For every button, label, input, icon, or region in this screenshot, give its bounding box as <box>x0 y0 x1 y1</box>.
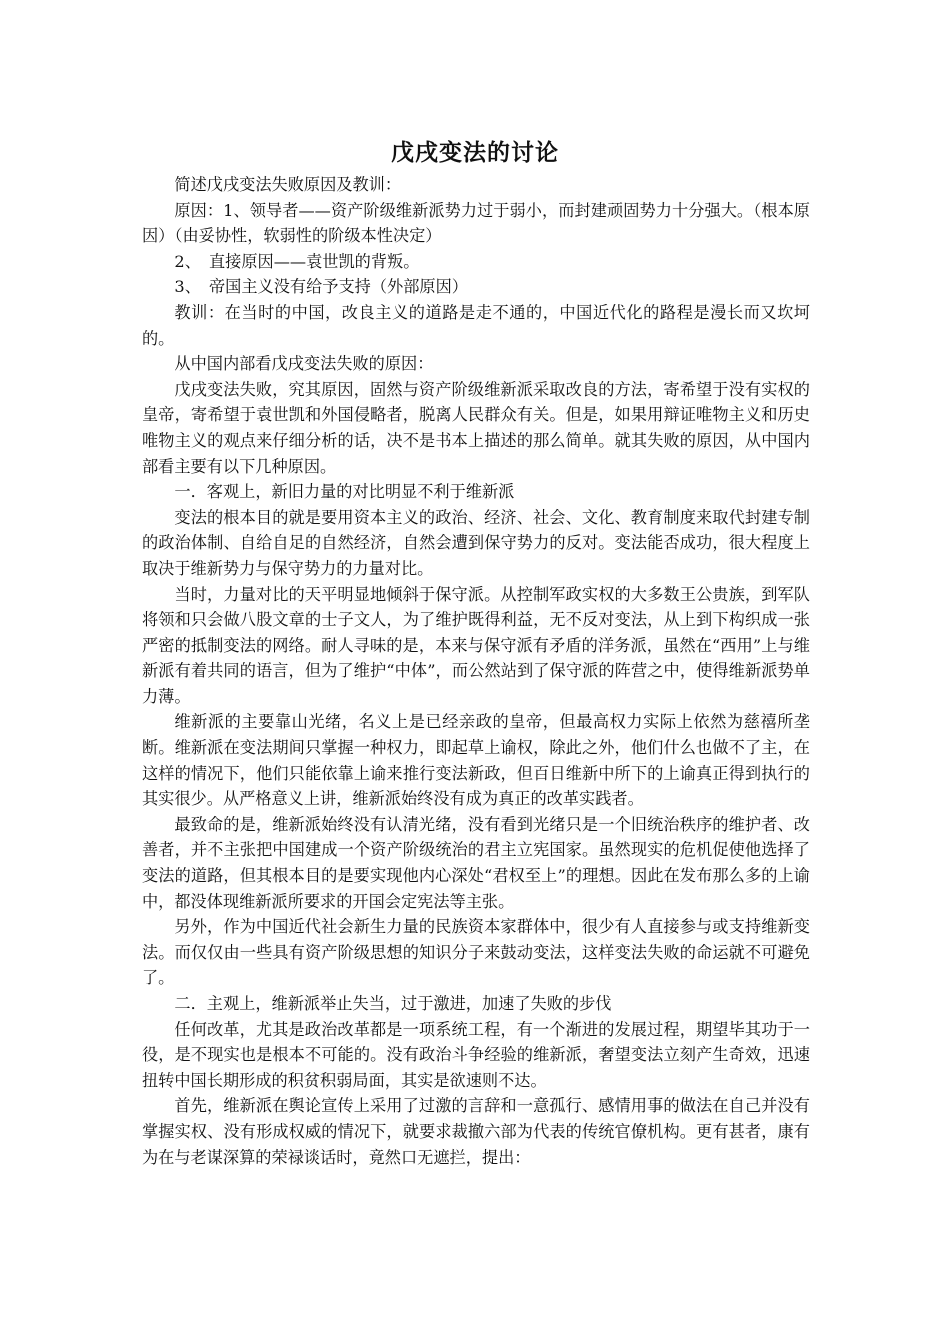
paragraph: 2、 直接原因——袁世凯的背叛。 <box>174 251 420 271</box>
paragraph: 教训：在当时的中国，改良主义的道路是走不通的，中国近代化的路程是漫长而又坎坷的。 <box>142 302 810 348</box>
paragraph: 另外，作为中国近代社会新生力量的民族资本家群体中，很少有人直接参与或支持维新变法。而仅仅由一些具有资产阶级思想的知识分子来鼓动变法，这样变法失败的命运就不可避免了。 <box>142 917 810 988</box>
paragraph: 首先，维新派在舆论宣传上采用了过激的言辞和一意孤行、感情用事的做法在自己并没有掌握实权、没有形成权威的情况下，就要求裁撤六部为代表的传统官僚机构。更有甚者，康有为在与老谋深算的荣禄谈话时，竟然口无遮拦，提出： <box>142 1096 810 1167</box>
paragraph: 从中国内部看戊戌变法失败的原因： <box>174 354 434 374</box>
section-heading: 二．主观上，维新派举止失当，过于激进，加速了失败的步伐 <box>174 994 612 1013</box>
paragraph: 戊戌变法失败，究其原因，固然与资产阶级维新派采取改良的方法，寄希望于没有实权的皇帝，寄希望于袁世凯和外国侵略者，脱离人民群众有关。但是，如果用辩证唯物主义和历史唯物主义的观点来仔细分析的话，决不是书本上描述的那么简单。就其失败的原因，从中国内部看主要有以下几种原因。 <box>142 379 810 476</box>
paragraph: 任何改革，尤其是政治改革都是一项系统工程，有一个渐进的发展过程，期望毕其功于一役，是不现实也是根本不可能的。没有政治斗争经验的维新派，奢望变法立刻产生奇效，迅速扭转中国长期形成的积贫积弱局面，其实是欲速则不达。 <box>142 1019 810 1090</box>
document-body <box>142 172 810 1170</box>
paragraph: 最致命的是，维新派始终没有认清光绪，没有看到光绪只是一个旧统治秩序的维护者、改善者，并不主张把中国建成一个资产阶级统治的君主立宪国家。虽然现实的危机促使他选择了变法的道路，但其根本目的是要实现他内心深处“君权至上”的理想。因此在发布那么多的上谕中，都没体现维新派所要求的开国会定宪法等主张。 <box>142 814 810 911</box>
paragraph: 维新派的主要靠山光绪，名义上是已经亲政的皇帝，但最高权力实际上依然为慈禧所垄断。维新派在变法期间只掌握一种权力，即起草上谕权，除此之外，他们什么也做不了主，在这样的情况下，他们只能依靠上谕来推行变法新政，但百日维新中所下的上谕真正得到执行的其实很少。从严格意义上讲，维新派始终没有成为真正的改革实践者。 <box>142 712 810 809</box>
paragraph: 原因：1、领导者——资产阶级维新派势力过于弱小，而封建顽固势力十分强大。（根本原因）（由妥协性，软弱性的阶级本性决定） <box>142 200 810 246</box>
paragraph: 变法的根本目的就是要用资本主义的政治、经济、社会、文化、教育制度来取代封建专制的政治体制、自给自足的自然经济，自然会遭到保守势力的反对。变法能否成功，很大程度上取决于维新势力与保守势力的力量对比。 <box>142 507 810 578</box>
document-title: 戊戌变法的讨论 <box>391 139 559 166</box>
paragraph: 当时，力量对比的天平明显地倾斜于保守派。从控制军政实权的大多数王公贵族，到军队将领和只会做八股文章的士子文人，为了维护既得利益，无不反对变法，从上到下构织成一张严密的抵制变法的网络。耐人寻味的是，本来与保守派有矛盾的洋务派，虽然在“西用”上与维新派有着共同的语言，但为了维护“中体”，而公然站到了保守派的阵营之中，使得维新派势单力薄。 <box>142 584 810 706</box>
paragraph: 简述戊戌变法失败原因及教训： <box>174 175 402 194</box>
section-heading: 一．客观上，新旧力量的对比明显不利于维新派 <box>174 482 515 502</box>
paragraph: 3、 帝国主义没有给予支持（外部原因） <box>174 277 468 297</box>
